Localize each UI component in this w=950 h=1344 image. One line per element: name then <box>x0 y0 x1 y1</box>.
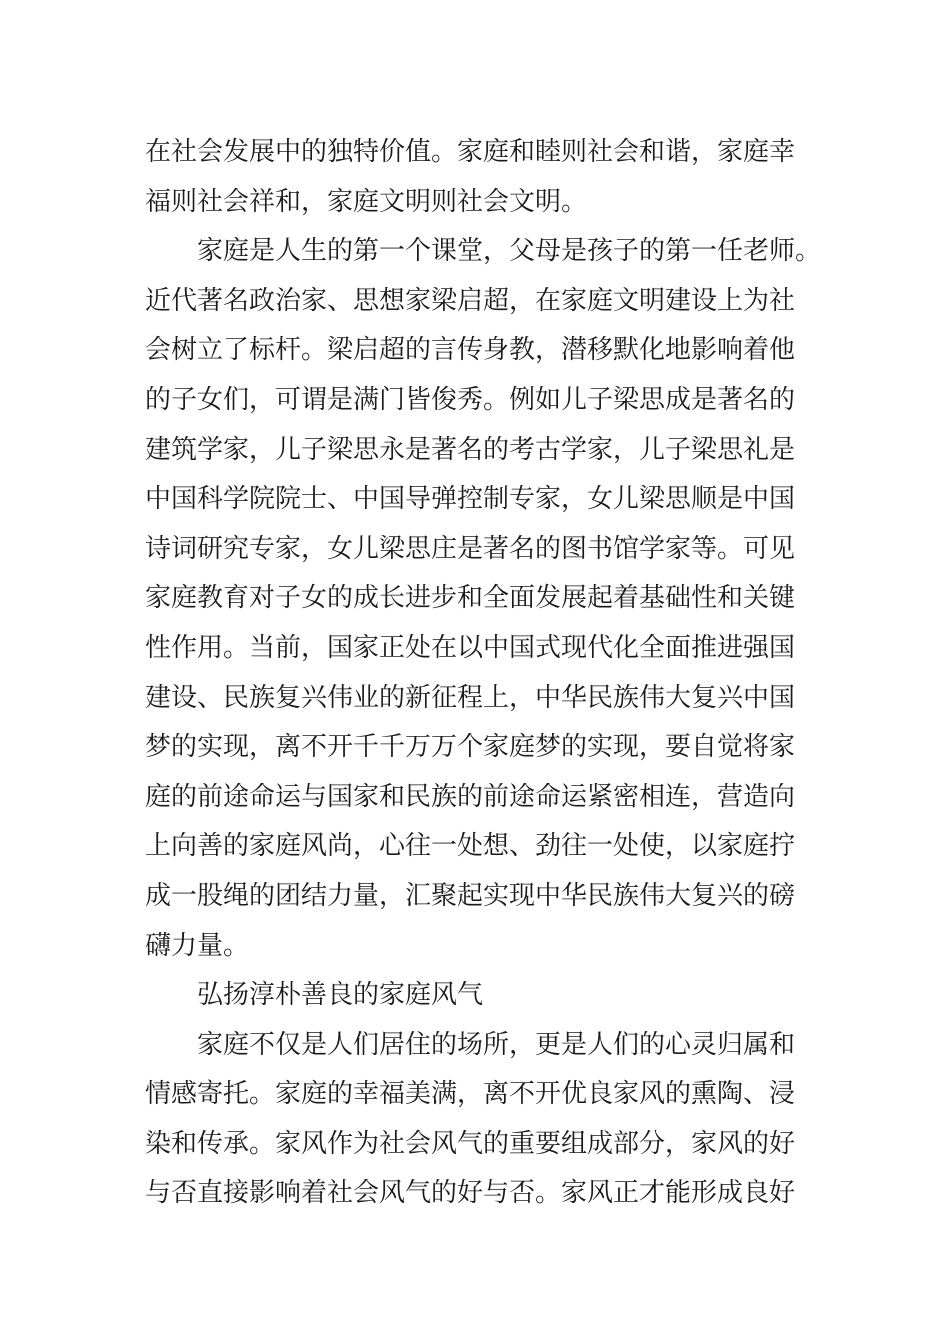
text-line: 与否直接影响着社会风气的好与否。家风正才能形成良好 <box>145 1178 796 1209</box>
text-line: 情感寄托。家庭的幸福美满，离不开优良家风的熏陶、浸 <box>145 1079 796 1110</box>
text-line: 染和传承。家风作为社会风气的重要组成部分，家风的好 <box>145 1128 796 1159</box>
text-line: 家庭不仅是人们居住的场所，更是人们的心灵归属和 <box>197 1029 796 1060</box>
text-line: 建筑学家，儿子梁思永是著名的考古学家，儿子梁思礼是 <box>145 434 796 465</box>
text-line: 礴力量。 <box>145 930 250 961</box>
text-line: 家庭是人生的第一个课堂，父母是孩子的第一任老师。 <box>197 236 822 267</box>
text-line: 福则社会祥和，家庭文明则社会文明。 <box>145 186 588 217</box>
text-line: 会树立了标杆。梁启超的言传身教，潜移默化地影响着他 <box>145 335 796 366</box>
text-line: 建设、民族复兴伟业的新征程上，中华民族伟大复兴中国 <box>145 682 796 713</box>
text-line: 成一股绳的团结力量，汇聚起实现中华民族伟大复兴的磅 <box>145 880 796 911</box>
text-line: 上向善的家庭风尚，心往一处想、劲往一处使，以家庭拧 <box>145 831 796 862</box>
text-line: 庭的前途命运与国家和民族的前途命运紧密相连，营造向 <box>145 781 796 812</box>
text-line: 中国科学院院士、中国导弹控制专家，女儿梁思顺是中国 <box>145 484 796 515</box>
text-line: 诗词研究专家，女儿梁思庄是著名的图书馆学家等。可见 <box>145 533 796 564</box>
body-text <box>145 128 825 1219</box>
section-heading: 弘扬淳朴善良的家庭风气 <box>197 980 484 1011</box>
text-line: 的子女们，可谓是满门皆俊秀。例如儿子梁思成是著名的 <box>145 384 796 415</box>
text-line: 近代著名政治家、思想家梁启超，在家庭文明建设上为社 <box>145 285 796 316</box>
text-line: 梦的实现，离不开千千万万个家庭梦的实现，要自觉将家 <box>145 732 796 763</box>
text-line: 家庭教育对子女的成长进步和全面发展起着基础性和关键 <box>145 583 796 614</box>
text-line: 在社会发展中的独特价值。家庭和睦则社会和谐，家庭幸 <box>145 137 796 167</box>
text-line: 性作用。当前，国家正处在以中国式现代化全面推进强国 <box>145 632 796 663</box>
